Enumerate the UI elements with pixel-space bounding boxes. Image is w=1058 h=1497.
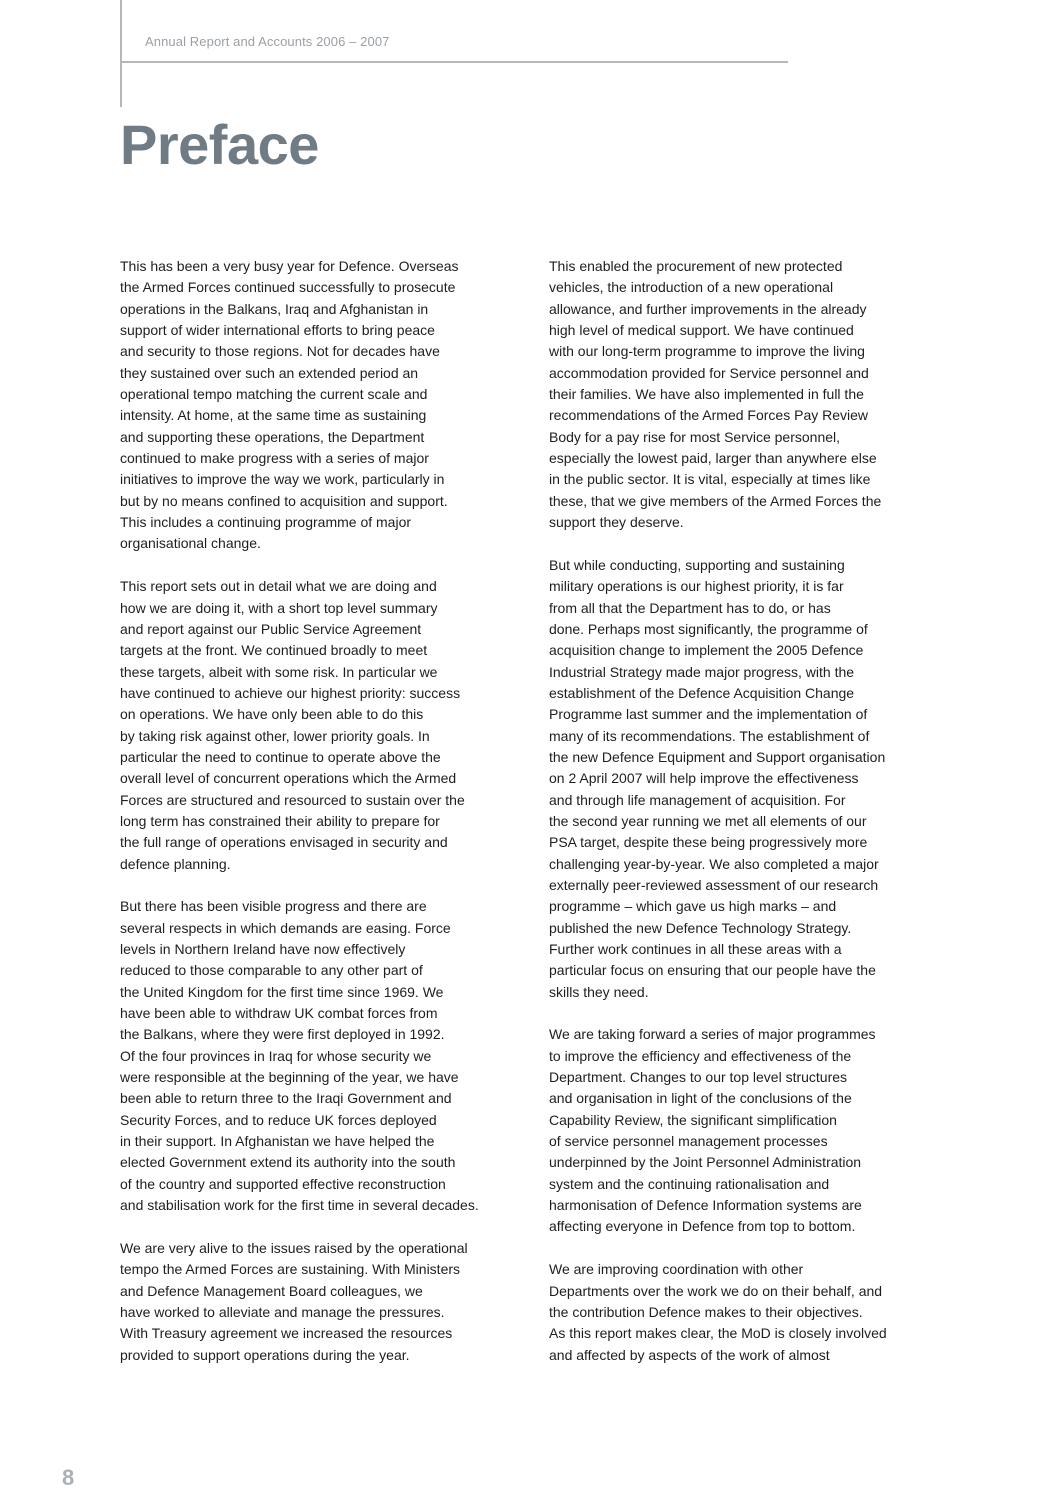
text-line: intensity. At home, at the same time as sustaining xyxy=(120,407,427,424)
text-line: Programme last summer and the implementation of xyxy=(549,706,868,723)
text-line: We are taking forward a series of major programmes xyxy=(549,1026,876,1043)
text-line: provided to support operations during the year. xyxy=(120,1346,410,1363)
text-line: Of the four provinces in Iraq for whose security we xyxy=(120,1047,432,1064)
text-line: accommodation provided for Service personnel and xyxy=(549,364,869,381)
text-line: the Armed Forces continued successfully to prosecute xyxy=(120,279,456,296)
text-line: from all that the Department has to do, or has xyxy=(549,599,831,616)
text-line: and organisation in light of the conclusions of the xyxy=(549,1090,852,1107)
text-line: and supporting these operations, the Department xyxy=(120,428,425,445)
text-line: the full range of operations envisaged in security and xyxy=(120,834,448,851)
text-line: but by no means confined to acquisition and support. xyxy=(120,492,448,509)
text-line: This includes a continuing programme of major xyxy=(120,514,412,531)
text-line: done. Perhaps most significantly, the programme of xyxy=(549,620,868,637)
text-line: defence planning. xyxy=(120,855,231,872)
body-paragraph xyxy=(120,1238,520,1366)
text-line: several respects in which demands are easing. Force xyxy=(120,919,451,936)
text-line: and through life management of acquisition. For xyxy=(549,791,846,808)
header-horizontal-rule xyxy=(120,61,788,63)
text-line: Body for a pay rise for most Service personnel, xyxy=(549,428,841,445)
text-line: vehicles, the introduction of a new operational xyxy=(549,279,834,296)
text-line: military operations is our highest priority, it is far xyxy=(549,578,844,595)
text-line: organisational change. xyxy=(120,535,261,552)
body-paragraph xyxy=(120,256,520,555)
text-line: with our long-term programme to improve the living xyxy=(549,343,865,360)
text-line: We are improving coordination with other xyxy=(549,1261,804,1278)
text-line: been able to return three to the Iraqi Government and xyxy=(120,1090,452,1107)
text-line: many of its recommendations. The establishment of xyxy=(549,727,870,744)
text-line: elected Government extend its authority into the south xyxy=(120,1154,456,1171)
text-line: affecting everyone in Defence from top to bottom. xyxy=(549,1218,856,1235)
text-line: Department. Changes to our top level structures xyxy=(549,1069,848,1086)
text-line: acquisition change to implement the 2005 Defence xyxy=(549,642,864,659)
text-line: levels in Northern Ireland have now effectively xyxy=(120,941,406,957)
body-paragraph xyxy=(549,1024,949,1237)
text-line: operational tempo matching the current scale and xyxy=(120,386,428,403)
body-paragraph xyxy=(549,555,949,1003)
text-line: by taking risk against other, lower priority goals. In xyxy=(120,727,430,744)
text-line: As this report makes clear, the MoD is closely involved xyxy=(549,1325,887,1342)
text-line: reduced to those comparable to any other part of xyxy=(120,962,423,979)
left-column xyxy=(120,256,520,1366)
text-line: their families. We have also implemented in full the xyxy=(549,386,864,403)
text-line: have worked to alleviate and manage the pressures. xyxy=(120,1303,445,1320)
text-line: and report against our Public Service Agreement xyxy=(120,620,422,637)
text-line: long term has constrained their ability to prepare for xyxy=(120,812,440,829)
text-line: published the new Defence Technology Strategy. xyxy=(549,919,852,936)
text-line: they sustained over such an extended period an xyxy=(120,364,419,381)
body-paragraph xyxy=(120,896,520,1216)
running-head: Annual Report and Accounts 2006 – 2007 xyxy=(145,34,390,49)
text-line: system and the continuing rationalisation and xyxy=(549,1175,830,1192)
body-paragraph xyxy=(549,256,949,533)
text-line: on operations. We have only been able to do this xyxy=(120,706,424,723)
text-line: high level of medical support. We have continued xyxy=(549,322,854,339)
body-paragraph xyxy=(549,1259,949,1366)
text-line: in the public sector. It is vital, especially at times like xyxy=(549,471,871,488)
text-line: overall level of concurrent operations which the Armed xyxy=(120,770,457,787)
text-line: targets at the front. We continued broadly to meet xyxy=(120,642,428,659)
text-line: Further work continues in all these areas with a xyxy=(549,941,842,957)
text-line: initiatives to improve the way we work, particularly in xyxy=(120,471,445,488)
text-line: were responsible at the beginning of the year, we have xyxy=(120,1069,459,1086)
page-number: 8 xyxy=(62,1465,75,1490)
text-line: Security Forces, and to reduce UK forces deployed xyxy=(120,1111,437,1128)
text-line: on 2 April 2007 will help improve the effectiveness xyxy=(549,770,859,787)
body-paragraph xyxy=(120,576,520,875)
text-line: allowance, and further improvements in the already xyxy=(549,300,867,317)
text-line: underpinned by the Joint Personnel Administration xyxy=(549,1154,862,1171)
text-line: But while conducting, supporting and sustaining xyxy=(549,556,845,573)
text-line: We are very alive to the issues raised by the operational xyxy=(120,1239,468,1256)
text-line: to improve the efficiency and effectiveness of the xyxy=(549,1047,852,1064)
text-line: particular focus on ensuring that our people have the xyxy=(549,962,876,979)
text-line: these targets, albeit with some risk. In particular we xyxy=(120,663,438,680)
text-line: in their support. In Afghanistan we have helped the xyxy=(120,1133,435,1150)
text-line: the contribution Defence makes to their objectives. xyxy=(549,1303,863,1320)
text-line: particular the need to continue to operate above the xyxy=(120,748,441,765)
text-line: recommendations of the Armed Forces Pay Review xyxy=(549,407,869,424)
text-line: especially the lowest paid, larger than anywhere else xyxy=(549,450,877,467)
text-line: Forces are structured and resourced to sustain over the xyxy=(120,791,465,808)
text-line: and stabilisation work for the first time in several decades. xyxy=(120,1197,479,1214)
text-line: externally peer-reviewed assessment of our research xyxy=(549,876,879,893)
text-line: Departments over the work we do on their behalf, and xyxy=(549,1282,883,1299)
text-line: programme – which gave us high marks – and xyxy=(549,898,837,915)
text-line: the United Kingdom for the first time since 1969. We xyxy=(120,983,444,1000)
text-line: Capability Review, the significant simplification xyxy=(549,1111,837,1128)
text-line: the second year running we met all elements of our xyxy=(549,812,867,829)
text-line: have been able to withdraw UK combat forces from xyxy=(120,1005,438,1022)
text-line: of the country and supported effective reconstruction xyxy=(120,1175,446,1192)
text-line: the Balkans, where they were first deployed in 1992. xyxy=(120,1026,445,1043)
text-line: With Treasury agreement we increased the resources xyxy=(120,1325,453,1342)
text-line: This enabled the procurement of new protected xyxy=(549,258,843,274)
text-line: how we are doing it, with a short top level summary xyxy=(120,599,438,616)
text-line: harmonisation of Defence Information systems are xyxy=(549,1197,862,1214)
text-line: support of wider international efforts to bring peace xyxy=(120,322,435,339)
text-line: This report sets out in detail what we are doing and xyxy=(120,578,437,595)
text-line: establishment of the Defence Acquisition Change xyxy=(549,684,855,701)
text-line: operations in the Balkans, Iraq and Afghanistan in xyxy=(120,300,429,317)
text-line: Industrial Strategy made major progress, with the xyxy=(549,663,855,680)
header-vertical-rule xyxy=(120,0,122,107)
text-line: these, that we give members of the Armed Forces the xyxy=(549,492,882,509)
text-line: of service personnel management processes xyxy=(549,1133,828,1150)
text-line: But there has been visible progress and there are xyxy=(120,898,427,915)
text-line: and Defence Management Board colleagues, we xyxy=(120,1282,423,1299)
text-line: skills they need. xyxy=(549,983,649,1000)
text-line: challenging year-by-year. We also completed a major xyxy=(549,855,879,872)
text-line: have continued to achieve our highest priority: success xyxy=(120,684,461,701)
text-line: continued to make progress with a series of major xyxy=(120,450,429,467)
text-line: the new Defence Equipment and Support organisation xyxy=(549,748,886,765)
text-line: PSA target, despite these being progressively more xyxy=(549,834,868,851)
text-line: and affected by aspects of the work of almost xyxy=(549,1346,830,1363)
page-title: Preface xyxy=(120,113,319,176)
text-line: and security to those regions. Not for decades have xyxy=(120,343,440,360)
text-line: This has been a very busy year for Defence. Overseas xyxy=(120,258,459,274)
right-column xyxy=(549,256,949,1366)
text-line: tempo the Armed Forces are sustaining. With Ministers xyxy=(120,1261,461,1278)
text-line: support they deserve. xyxy=(549,514,684,531)
